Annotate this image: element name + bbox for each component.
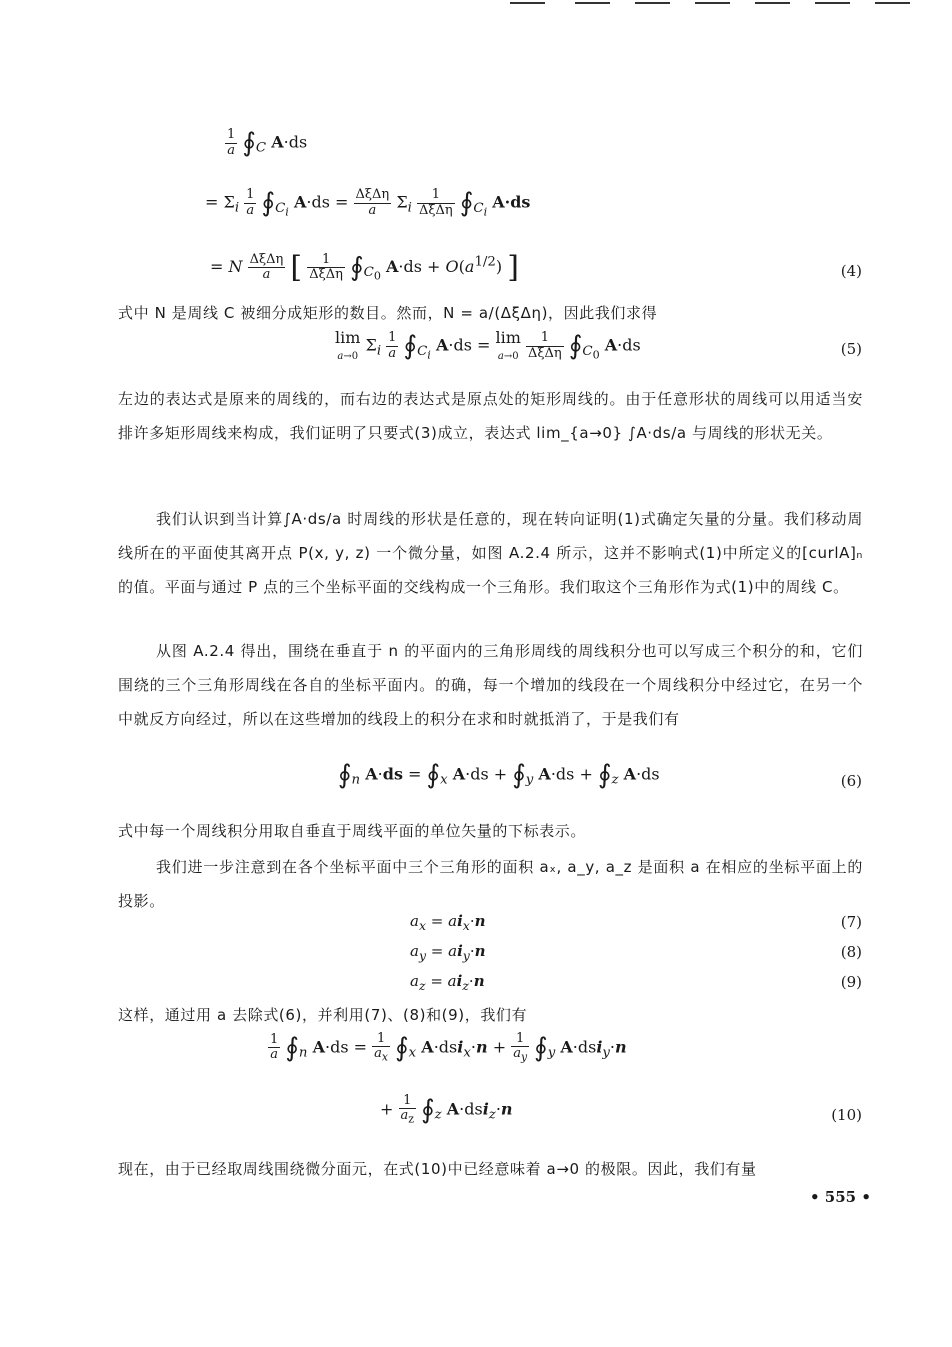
equation-number: (5) — [840, 340, 862, 358]
page-number: • 555 • — [810, 1188, 871, 1206]
equation-number: (9) — [840, 973, 862, 991]
equation-6: $∮_n$ $A\cdot ds = ∮_x$ $A\cdot ds + ∮_y$ $A\cdot ds + ∮_z$ A·ds — [338, 760, 660, 790]
equation-10-line-1: $\frac{1}{a}$ $∮_n$ A·ds = $\frac{1}{a_x}$ $∮_x$ A·dsi$_x$·n + $\frac{1}{a_y}$ $∮_y$ A·dsi$_y$·n — [270, 1031, 627, 1064]
equation-4-line-1: $\frac{1}{a}$ $∮_C$ A·ds — [227, 127, 308, 158]
paragraph-1: 式中 N 是周线 C 被细分成矩形的数目。然而，N = a/(ΔξΔη)，因此我们求得 — [118, 304, 658, 322]
equation-4-line-2: = $\Sigma_i$ $\frac{1}{a}$ $∮_{C_i}$ A·ds = $\frac{\text{ΔξΔη}}{a}$ $\Sigma_i$ $\frac{1}{\text{ΔξΔη}}$ $∮_{C_i}$ A·ds — [205, 187, 531, 219]
equation-number: (7) — [840, 913, 862, 931]
paragraph-8: 现在，由于已经取周线围绕微分面元，在式(10)中已经意味着 a→0 的极限。因此，我们有量 — [118, 1160, 757, 1178]
paragraph-5: 式中每一个周线积分用取自垂直于周线平面的单位矢量的下标表示。 — [118, 822, 587, 840]
paragraph-4: 从图 A.2.4 得出，围绕在垂直于 n 的平面内的三角形周线的周线积分也可以写成三个积分的和，它们围绕的三个三角形周线在各自的坐标平面内。的确，每一个增加的线段在一个周线积分中经过它，在另一个中就反方向经过，所以在这些增加的线段上的积分在求和时就抵消了，于是我们有 — [118, 642, 863, 728]
equation-number: (10) — [831, 1106, 862, 1124]
paragraph-2: 左边的表达式是原来的周线的，而右边的表达式是原点处的矩形周线的。由于任意形状的周线可以用适当安排许多矩形周线来构成，我们证明了只要式(3)成立，表达式 lim_{a→0} ∫A·ds/a 与周线的形状无关。 — [118, 390, 863, 442]
equation-5: lim a→0 $\Sigma_i$ $\frac{1}{a}$ $∮_{C_i}$ A·ds = lim a→0 $\frac{1}{\text{ΔξΔη}}$ $∮_{C_0}$ A·ds — [335, 328, 641, 362]
equation-number: (6) — [840, 772, 862, 790]
equation-10-line-2: + $\frac{1}{a_z}$ $∮_z$ A·dsi$_z$·n — [380, 1093, 513, 1126]
paragraph-7: 这样，通过用 a 去除式(6)，并利用(7)、(8)和(9)，我们有 — [118, 1006, 528, 1024]
top-edge-marks — [440, 0, 952, 6]
equation-4-line-3: = N $\frac{\text{ΔξΔη}}{a}$ [ $\frac{1}{\text{ΔξΔη}}$ $∮_{C_0}$ $A\cdot ds + O(a^{1/2})$ ] — [210, 250, 519, 285]
paragraph-3: 我们认识到当计算∫A·ds/a 时周线的形状是任意的，现在转向证明(1)式确定矢量的分量。我们移动周线所在的平面使其离开点 P(x, y, z) 一个微分量，如图 A.2.4 所示，这并不影响式(1)中所定义的[curlA]ₙ的值。平面与通过 P 点的三个坐标平面的交线构成一个三角形。我们取这个三角形作为式(1)中的周线 C。 — [118, 510, 863, 596]
equation-8: $a_y = ai_y\cdot n$ — [410, 942, 486, 963]
equation-number: (4) — [840, 262, 862, 280]
equation-number: (8) — [840, 943, 862, 961]
equation-7: $a_x = ai_x\cdot n$ — [410, 912, 486, 933]
equation-9: $a_z = ai_z\cdot n$ — [410, 972, 485, 993]
paragraph-6: 我们进一步注意到在各个坐标平面中三个三角形的面积 aₓ, a_y, a_z 是面积 a 在相应的坐标平面上的投影。 — [118, 858, 863, 910]
